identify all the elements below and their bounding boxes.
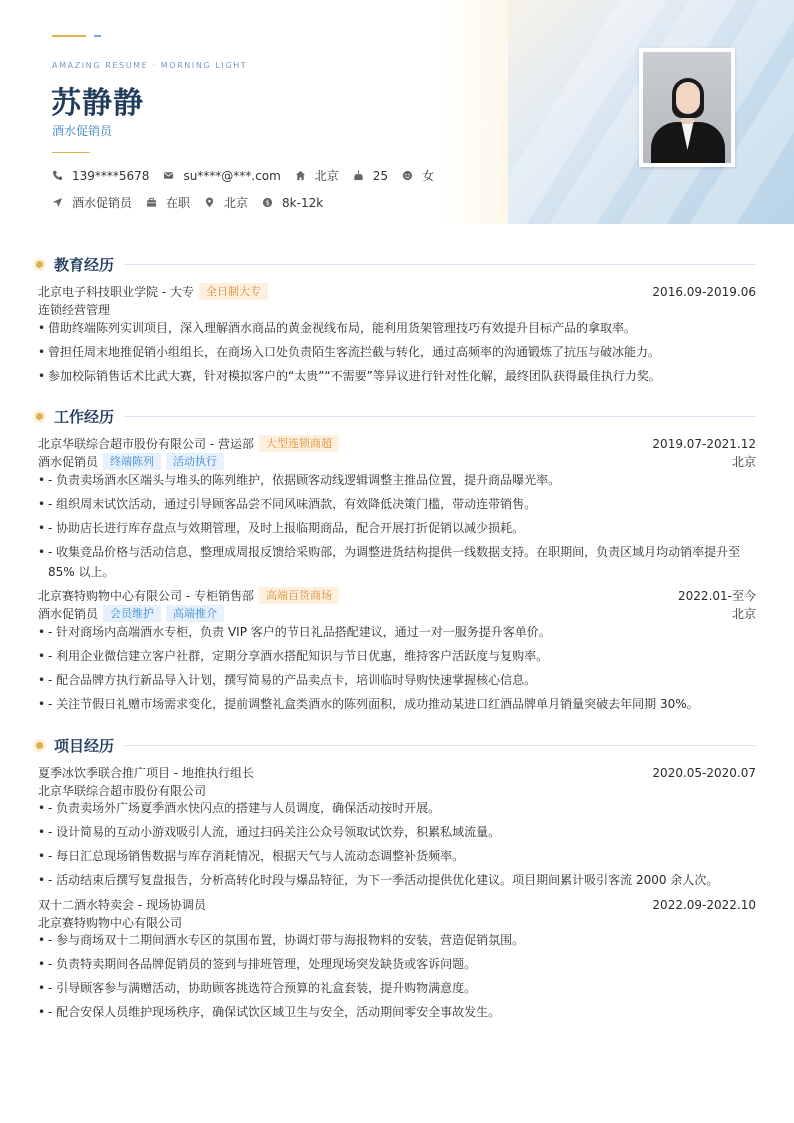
- major-name: 连锁经营管理: [38, 303, 111, 317]
- list-item: • - 负责卖场外广场夏季酒水快闪点的搭建与人员调度，确保活动按时开展。: [38, 801, 441, 815]
- project-section-header: [36, 735, 756, 756]
- briefcase-icon: [146, 197, 157, 208]
- job-date: 2022.01-至今: [678, 589, 756, 603]
- age-item: 25: [353, 169, 388, 183]
- degree-tag: 全日制大专: [199, 283, 268, 300]
- tagline: AMAZING RESUME · MORNING LIGHT: [52, 61, 248, 70]
- project-entry-header: [38, 896, 756, 913]
- list-item: • - 针对商场内高端酒水专柜，负责 VIP 客户的节日礼品搭配建议，通过一对一服务提升客单价。: [38, 625, 551, 639]
- list-item: • - 配合安保人员维护现场秩序，确保试饮区域卫生与安全，活动期间零安全事故发生。: [38, 1005, 501, 1019]
- list-item: • - 配合品牌方执行新品导入计划，撰写简易的产品卖点卡，培训临时导购快速掌握核心信息。: [38, 673, 537, 687]
- project-org: 北京华联综合超市股份有限公司: [38, 784, 207, 798]
- job-bullets: [38, 470, 756, 586]
- skill-tag: 活动执行: [166, 453, 224, 470]
- hometown-item: 北京: [295, 167, 339, 184]
- project-date: 2020.05-2020.07: [652, 765, 756, 780]
- section-rule: [124, 745, 756, 746]
- project-name: 夏季冰饮季联合推广项目 - 地推执行组长: [38, 766, 254, 780]
- project-org-row: [38, 914, 756, 931]
- company-name: 北京赛特购物中心有限公司 - 专柜销售部: [38, 589, 254, 603]
- contact-row: [52, 167, 448, 184]
- list-item: • - 收集竞品价格与活动信息，整理成周报反馈给采购部，为调整进货结构提供一线数据支持。在职期间，负责区域月均动销率提升至 85% 以上。: [38, 545, 741, 579]
- project-bullets: [38, 930, 756, 1026]
- money-icon: [262, 197, 273, 208]
- list-item: • - 引导顾客参与满赠活动，协助顾客挑选符合预算的礼盒套装，提升购物满意度。: [38, 981, 477, 995]
- candidate-name: 苏静静: [51, 86, 144, 121]
- list-item: • - 每日汇总现场销售数据与库存消耗情况，根据天气与人流动态调整补货频率。: [38, 849, 465, 863]
- company-name: 北京华联综合超市股份有限公司 - 营运部: [38, 437, 254, 451]
- gender-icon: [402, 170, 413, 181]
- job-role-row: [38, 453, 756, 470]
- education-bullets: [38, 318, 756, 390]
- gender-item: 女: [402, 167, 434, 184]
- school-name: 北京电子科技职业学院 - 大专: [38, 285, 194, 299]
- intent-row: [52, 194, 337, 211]
- job-title: 酒水促销员: [52, 124, 113, 138]
- skill-tag: 终端陈列: [103, 453, 161, 470]
- project-bullets: [38, 798, 756, 894]
- cake-icon: [353, 170, 364, 181]
- section-title: 项目经历: [54, 737, 115, 755]
- section-dot-icon: [36, 413, 43, 420]
- job-role-row: [38, 605, 756, 622]
- list-item: • 借助终端陈列实训项目，深入理解酒水商品的黄金视线布局，能利用货架管理技巧有效提升目标产品的拿取率。: [38, 321, 637, 335]
- phone-icon: [52, 170, 63, 181]
- section-rule: [124, 264, 756, 265]
- project-org: 北京赛特购物中心有限公司: [38, 916, 183, 930]
- home-icon: [295, 170, 306, 181]
- list-item: • - 关注节假日礼赠市场需求变化，提前调整礼盒类酒水的陈列面积，成功推动某进口红酒品牌单月销量突破去年同期 30%。: [38, 697, 699, 711]
- section-title: 教育经历: [54, 256, 115, 274]
- list-item: • - 设计简易的互动小游戏吸引人流，通过扫码关注公众号领取试饮券，积累私域流量。: [38, 825, 501, 839]
- section-title: 工作经历: [54, 408, 115, 426]
- project-name: 双十二酒水特卖会 - 现场协调员: [38, 898, 206, 912]
- list-item: • - 参与商场双十二期间酒水专区的氛围布置，协调灯带与海报物料的安装，营造促销氛围。: [38, 933, 525, 947]
- job-city: 北京: [731, 607, 756, 621]
- list-item: • - 活动结束后撰写复盘报告，分析高转化时段与爆品特征，为下一季活动提供优化建议。项目期间累计吸引客流 2000 余人次。: [38, 873, 719, 887]
- target-city-item: 北京: [204, 194, 248, 211]
- target-position-item: 酒水促销员: [52, 194, 132, 211]
- job-status-item: 在职: [146, 194, 190, 211]
- work-section-header: [36, 406, 756, 427]
- section-dot-icon: [36, 261, 43, 268]
- mail-icon: [163, 170, 174, 181]
- project-date: 2022.09-2022.10: [652, 897, 756, 912]
- email-item: su****@***.com: [163, 169, 280, 183]
- list-item: • - 负责卖场酒水区端头与堆头的陈列维护，依据顾客动线逻辑调整主推品位置，提升商品曝光率。: [38, 473, 561, 487]
- major-row: [38, 301, 756, 318]
- company-tag: 高端百货商场: [259, 587, 339, 604]
- list-item: • - 利用企业微信建立客户社群，定期分享酒水搭配知识与节日优惠，维持客户活跃度与复购率。: [38, 649, 549, 663]
- name-divider: [52, 152, 90, 153]
- svg-text:$: $: [265, 198, 270, 207]
- job-date: 2019.07-2021.12: [652, 436, 756, 451]
- list-item: • - 组织周末试饮活动，通过引导顾客品尝不同风味酒款，有效降低决策门槛，带动连带销售。: [38, 497, 537, 511]
- avatar: [643, 52, 731, 163]
- job-entry-header: [38, 435, 756, 452]
- company-tag: 大型连锁商超: [259, 435, 339, 452]
- job-role: 酒水促销员: [38, 607, 99, 621]
- list-item: • - 协助店长进行库存盘点与效期管理，及时上报临期商品，配合开展打折促销以减少损耗。: [38, 521, 525, 535]
- send-icon: [52, 197, 63, 208]
- skill-tag: 高端推介: [166, 605, 224, 622]
- section-dot-icon: [36, 742, 43, 749]
- education-entry: [38, 283, 756, 300]
- job-bullets: [38, 622, 756, 718]
- location-pin-icon: [204, 197, 215, 208]
- job-entry-header: [38, 587, 756, 604]
- job-city: 北京: [731, 455, 756, 469]
- project-org-row: [38, 782, 756, 799]
- phone-item: 139****5678: [52, 169, 149, 183]
- list-item: • 曾担任周末地推促销小组组长，在商场入口处负责陌生客流拦截与转化，通过高频率的沟通锻炼了抗压与破冰能力。: [38, 345, 661, 359]
- project-entry-header: [38, 764, 756, 781]
- profile-photo: [639, 48, 735, 167]
- salary-item: $ 8k-12k: [262, 196, 323, 210]
- list-item: • - 负责特卖期间各品牌促销员的签到与排班管理，处理现场突发缺货或客诉问题。: [38, 957, 477, 971]
- section-rule: [124, 416, 756, 417]
- education-section-header: [36, 254, 756, 275]
- skill-tag: 会员维护: [103, 605, 161, 622]
- education-date: 2016.09-2019.06: [652, 284, 756, 299]
- list-item: • 参加校际销售话术比武大赛，针对模拟客户的“太贵”“不需要”等异议进行针对性化解，最终团队获得最佳执行力奖。: [38, 369, 661, 383]
- job-role: 酒水促销员: [38, 455, 99, 469]
